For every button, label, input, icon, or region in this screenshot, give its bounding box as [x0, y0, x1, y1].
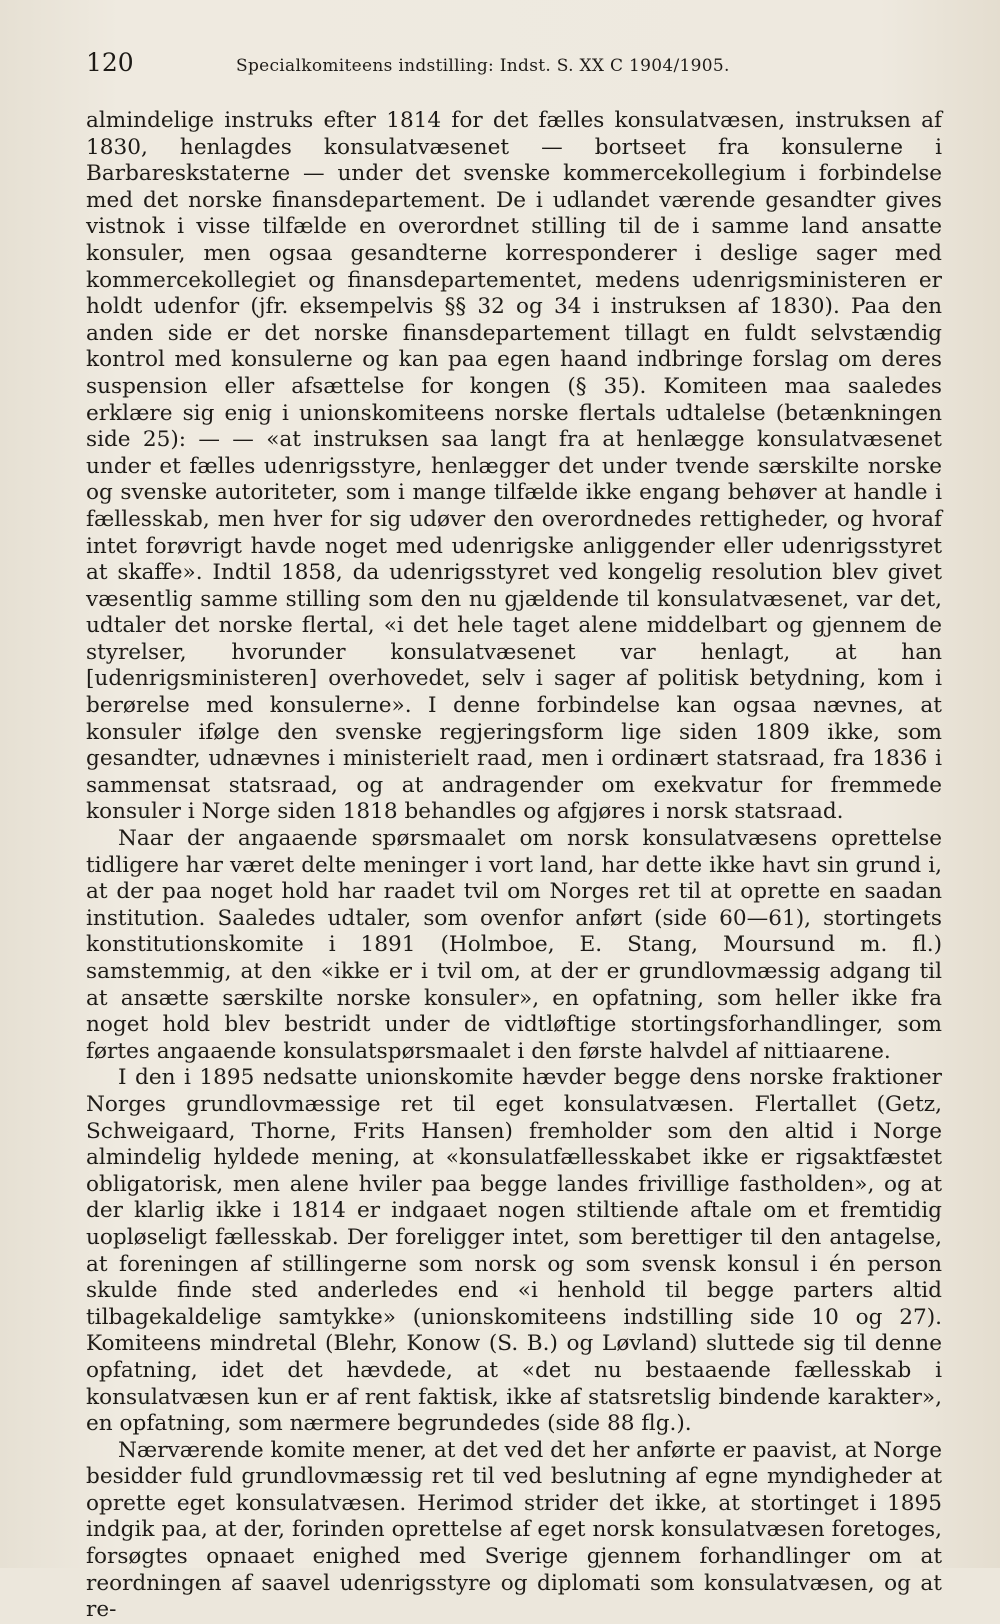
paragraph-3: I den i 1895 nedsatte unionskomite hævder begge dens norske fraktioner Norges grundlovmæssige ret til eget konsulatvæsen. Flertallet (Getz, Schweigaard, Thorne, Frits Hansen) fremholder som den altid i Norge almindelig hyldede mening, at «konsulatfællesskabet ikke er rigsaktfæstet obligatorisk, men alene hviler paa begge landes frivillige fastholden», og at der klarlig ikke i 1814 er indgaaet nogen stiltiende aftale om et fremtidig uopløseligt fællesskab. Der foreligger intet, som berettiger til den antagelse, at foreningen af stillingerne som norsk og som svensk konsul i én person skulde finde sted anderledes end «i henhold til begge parters altid tilbagekaldelige samtykke» (unionskomiteens indstilling side 10 og 27). Komiteens mindretal (Blehr, Konow (S. B.) og Løvland) sluttede sig til denne opfatning, idet det hævdede, at «det nu bestaaende fællesskab i konsulatvæsen kun er af rent faktisk, ikke af statsretslig bindende karakter», en opfatning, som nærmere begrundedes (side 88 flg.). [86, 1065, 942, 1437]
page-header [86, 48, 942, 90]
paragraph-2: Naar der angaaende spørsmaalet om norsk konsulatvæsens oprettelse tidligere har været delte meninger i vort land, har dette ikke havt sin grund i, at der paa noget hold har raadet tvil om Norges ret til at oprette en saadan institution. Saaledes udtaler, som ovenfor anført (side 60—61), stortingets konstitutionskomite i 1891 (Holmboe, E. Stang, Moursund m. fl.) samstemmig, at den «ikke er i tvil om, at der er grundlovmæssig adgang til at ansætte særskilte norske konsuler», en opfatning, som heller ikke fra noget hold blev bestridt under de vidtløftige stortingsforhandlinger, som førtes angaaende konsulatspørsmaalet i den første halvdel af nittiaarene. [86, 826, 942, 1064]
running-title: Specialkomiteens indstilling: Indst. S. XX C 1904/1905. [236, 56, 730, 76]
paragraph-4: Nærværende komite mener, at det ved det her anførte er paavist, at Norge besidder fuld grundlovmæssig ret til ved beslutning af egne myndigheder at oprette eget konsulatvæsen. Herimod strider det ikke, at stortinget i 1895 indgik paa, at der, forinden oprettelse af eget norsk konsulatvæsen foretoges, forsøgtes opnaaet enighed med Sverige gjennem forhandlinger om at reordningen af saavel udenrigsstyre og diplomati som konsulatvæsen, og at re- [86, 1437, 942, 1623]
page-number: 120 [86, 48, 134, 77]
body-text [86, 108, 942, 1624]
paragraph-1: almindelige instruks efter 1814 for det fælles konsulatvæsen, instruksen af 1830, henlagdes konsulatvæsenet — bortseet fra konsulerne i Barbareskstaterne — under det svenske kommercekollegium i forbindelse med det norske finansdepartement. De i udlandet værende gesandter gives vistnok i visse tilfælde en overordnet stilling til de i samme land ansatte konsuler, men ogsaa gesandterne korresponderer i deslige sager med kommercekollegiet og finansdepartementet, medens udenrigsministeren er holdt udenfor (jfr. eksempelvis §§ 32 og 34 i instruksen af 1830). Paa den anden side er det norske finansdepartement tillagt en fuldt selvstændig kontrol med konsulerne og kan paa egen haand indbringe forslag om deres suspension eller afsættelse for kongen (§ 35). Komiteen maa saaledes erklære sig enig i unionskomiteens norske flertals udtalelse (betænkningen side 25): — — «at instruksen saa langt fra at henlægge konsulatvæsenet under et fælles udenrigsstyre, henlægger det under tvende særskilte norske og svenske autoriteter, som i mange tilfælde ikke engang behøver at handle i fællesskab, men hver for sig udøver den overordnedes rettigheder, og hvoraf intet forøvrigt havde noget med udenrigske anliggender eller udenrigsstyret at skaffe». Indtil 1858, da udenrigsstyret ved kongelig resolution blev givet væsentlig samme stilling som den nu gjældende til konsulatvæsenet, var det, udtaler det norske flertal, «i det hele taget alene middelbart og gjennem de styrelser, hvorunder konsulatvæsenet var henlagt, at han [udenrigsministeren] overhovedet, selv i sager af politisk betydning, kom i berørelse med konsulerne». I denne forbindelse kan ogsaa nævnes, at konsuler ifølge den svenske regjeringsform lige siden 1809 ikke, som gesandter, udnævnes i ministerielt raad, men i ordinært statsraad, fra 1836 i sammensat statsraad, og at andragender om exekvatur for fremmede konsuler i Norge siden 1818 behandles og afgjøres i norsk statsraad. [86, 108, 942, 825]
